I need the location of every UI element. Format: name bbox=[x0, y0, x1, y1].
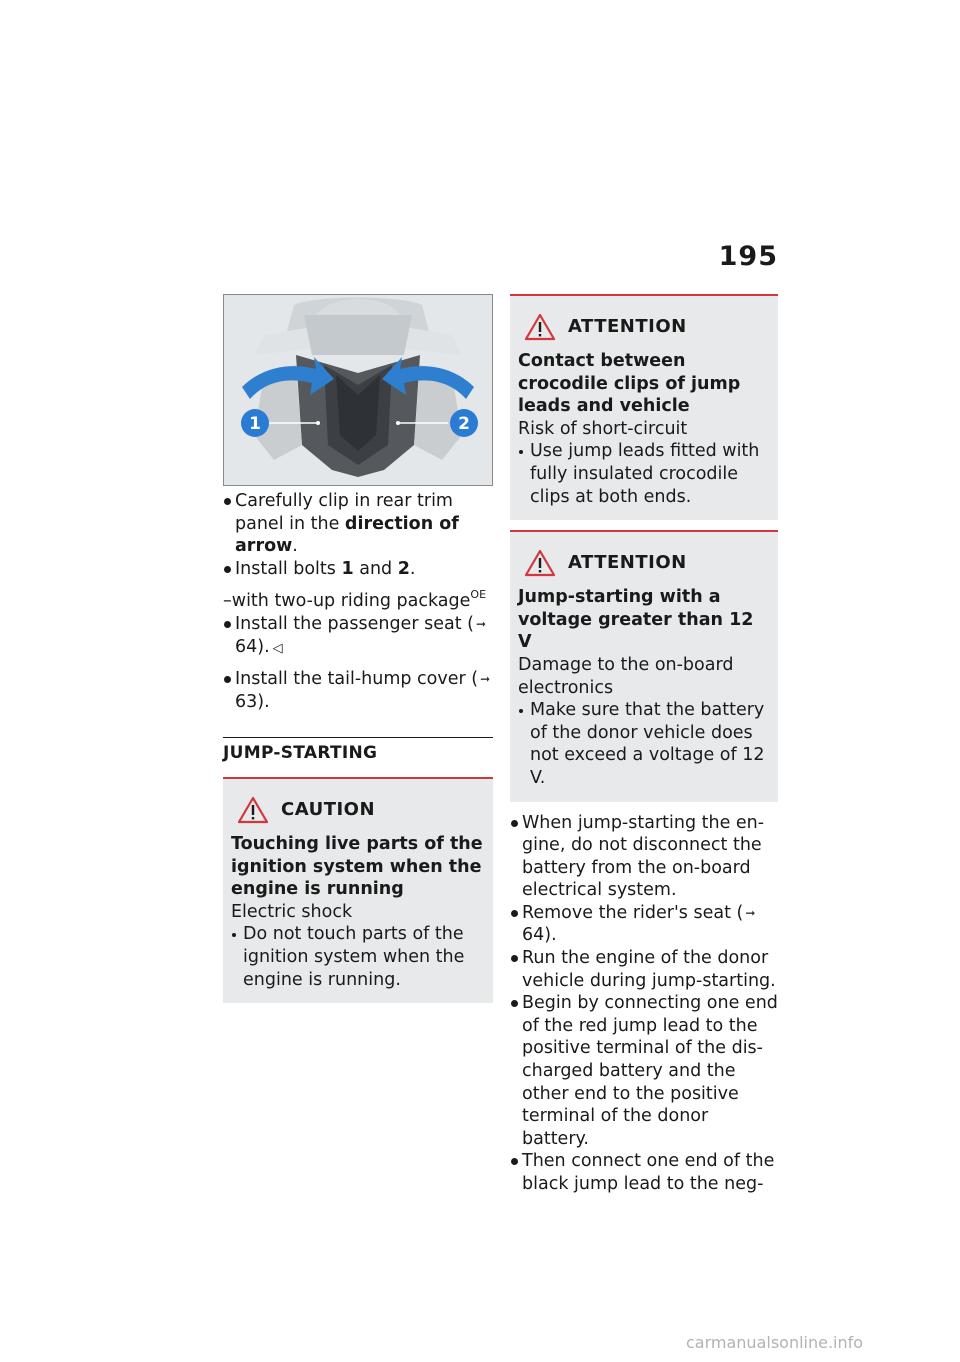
list-item: Begin by connecting one end of the red jump lead to the positive terminal of the dis-charged battery and the other end to the positive terminal of the donor battery. bbox=[510, 992, 778, 1150]
caution-risk: Electric shock bbox=[231, 901, 353, 922]
callout-2-label: 2 bbox=[458, 414, 470, 434]
page-reference-arrow-icon: ➞ bbox=[745, 905, 756, 920]
warning-triangle-icon bbox=[237, 796, 269, 824]
end-of-procedure-triangle-icon: ◁ bbox=[272, 640, 283, 656]
page-reference-arrow-icon: ➞ bbox=[475, 616, 487, 631]
callout-1-label: 1 bbox=[249, 414, 261, 434]
procedure-list-jump-start bbox=[510, 812, 778, 1196]
caution-action: Do not touch parts of the ignition system when the engine is running. bbox=[231, 923, 485, 991]
attention-action: Make sure that the battery of the donor vehicle does not exceed a voltage of 12 V. bbox=[518, 699, 770, 789]
procedure-list-seat bbox=[223, 613, 493, 660]
page-number: 195 bbox=[718, 241, 778, 272]
right-column bbox=[510, 294, 778, 1196]
watermark: carmanualsonline.info bbox=[686, 1333, 864, 1352]
attention-subtitle: Jump-starting with a voltage greater than 12 V bbox=[518, 587, 754, 653]
attention-box-voltage bbox=[510, 530, 778, 801]
list-item: Install bolts 1 and 2. bbox=[223, 558, 493, 581]
warning-triangle-icon bbox=[524, 549, 556, 577]
procedure-list-cover bbox=[223, 668, 493, 713]
attention-subtitle: Contact between crocodile clips of jump leads and vehicle bbox=[518, 351, 741, 417]
option-condition: –with two-up riding package$^{OE}$ bbox=[223, 588, 487, 612]
attention-risk: Damage to the on-board electronics bbox=[518, 654, 734, 698]
rear-trim-drawing bbox=[224, 295, 492, 485]
list-item: Run the engine of the donor vehicle during jump-starting. bbox=[510, 947, 778, 992]
caution-title: CAUTION bbox=[281, 798, 376, 820]
list-item: Install the tail-hump cover ( ➞ 63). bbox=[223, 668, 493, 713]
attention-title: ATTENTION bbox=[568, 551, 687, 573]
rear-trim-illustration bbox=[223, 294, 493, 486]
attention-risk: Risk of short-circuit bbox=[518, 418, 688, 439]
procedure-list-rear-trim bbox=[223, 490, 493, 580]
option-superscript: OE bbox=[470, 588, 487, 602]
section-heading: JUMP-STARTING bbox=[223, 737, 493, 765]
caution-subtitle: Touching live parts of the ignition system when the engine is running bbox=[231, 833, 483, 900]
list-item: Carefully clip in rear trim panel in the direction of arrow. bbox=[223, 490, 493, 558]
list-item: When jump-starting the en-gine, do not disconnect the battery from the on-board electrical system. bbox=[510, 812, 778, 902]
warning-triangle-icon bbox=[524, 313, 556, 341]
attention-title: ATTENTION bbox=[568, 315, 687, 337]
list-item: Then connect one end of the black jump lead to the neg- bbox=[510, 1150, 778, 1195]
list-item: Remove the rider's seat ( ➞ 64). bbox=[510, 902, 778, 947]
left-column bbox=[223, 294, 493, 1003]
attention-box-crocodile-clips bbox=[510, 294, 778, 520]
page-reference-arrow-icon: ➞ bbox=[480, 672, 491, 687]
list-item: Install the passenger seat ( ➞ 64). ◁ bbox=[223, 613, 493, 660]
caution-box bbox=[223, 777, 493, 1003]
attention-action: Use jump leads fitted with fully insulated crocodile clips at both ends. bbox=[518, 440, 770, 508]
